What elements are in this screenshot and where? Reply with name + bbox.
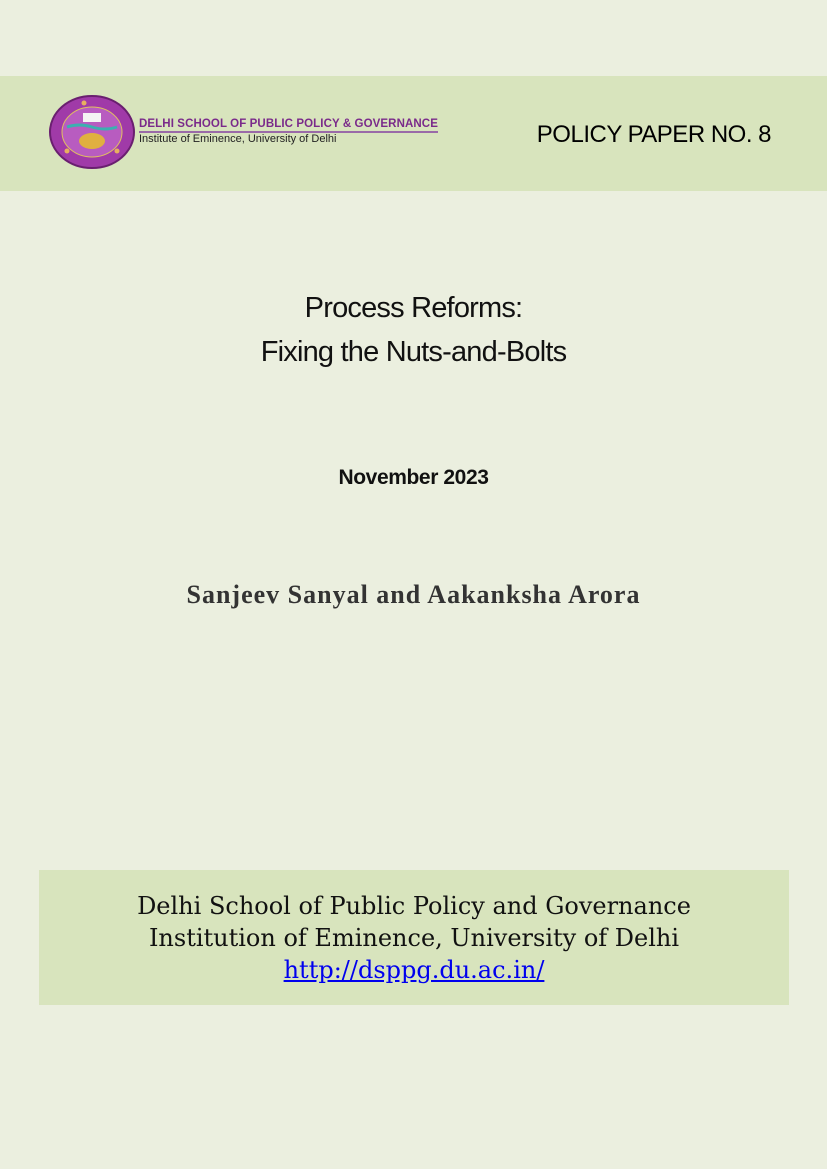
footer-line-1: Delhi School of Public Policy and Governance (137, 892, 691, 920)
footer-line-2: Institution of Eminence, University of Delhi (148, 924, 680, 952)
paper-title (0, 286, 827, 374)
university-seal-icon (49, 95, 135, 169)
org-subtitle: Institute of Eminence, University of Delhi (139, 133, 337, 145)
website-link[interactable]: http://dsppg.du.ac.in/ (283, 956, 545, 984)
authors: Sanjeev Sanyal and Aakanksha Arora (186, 580, 641, 609)
publication-date: November 2023 (338, 466, 489, 489)
org-name: DELHI SCHOOL OF PUBLIC POLICY & GOVERNANCE (139, 118, 438, 133)
title-line-1: Process Reforms: (304, 292, 523, 324)
footer-band (39, 870, 789, 1005)
title-line-2: Fixing the Nuts-and-Bolts (260, 336, 567, 368)
policy-paper-number: POLICY PAPER NO. 8 (536, 121, 771, 148)
